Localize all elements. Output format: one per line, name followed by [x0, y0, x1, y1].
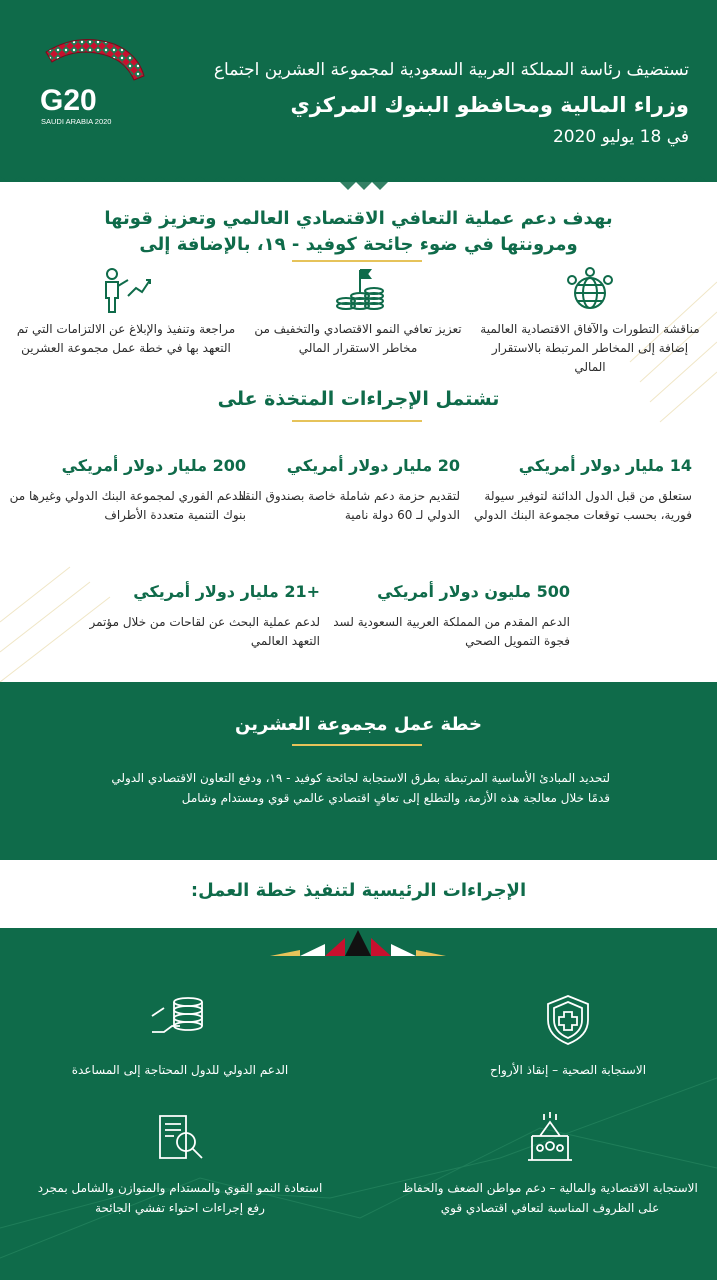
goal-item-outlook [480, 266, 700, 377]
key-actions-title: الإجراءات الرئيسية لتنفيذ خطة العمل: [190, 880, 527, 901]
measure-amount: 500 مليون دولار أمريكي [377, 582, 570, 601]
background-lines [0, 928, 717, 1280]
gold-divider [292, 420, 422, 422]
goal-text: مراجعة وتنفيذ والإبلاغ عن الالتزامات التي تم التعهد بها في خطة عمل مجموعة العشرين [16, 322, 236, 355]
document-magnifier-icon [150, 1110, 210, 1166]
plan-section [0, 682, 717, 860]
goals-title-line1: بهدف دعم عملية التعافي الاقتصادي العالمي وتعزيز قوتها [104, 208, 613, 229]
goal-text: تعزيز تعافي النمو الاقتصادي والتخفيف من مخاطر الاستقرار المالي [254, 322, 462, 355]
economy-building-icon [520, 1110, 580, 1166]
measure-amount: 20 مليار دولار أمريكي [286, 456, 460, 475]
action-text: الاستجابة الصحية – إنقاذ الأرواح [489, 1063, 647, 1077]
key-actions-title-section [0, 860, 717, 928]
action-text: استعادة النمو القوي والمستدام والمتوازن والشامل بمجرد رفع إجراءات احتواء تفشي الجائحة [37, 1181, 323, 1215]
g20-logo [38, 30, 158, 130]
action-economic-response [400, 1110, 700, 1218]
measure-text: ستعلق من قبل الدول الدائنة لتوفير سيولة فورية، بحسب توقعات مجموعة البنك الدولي [473, 489, 692, 522]
measure-text: لدعم عملية البحث عن لقاحات من خلال مؤتمر التعهد العالمي [89, 615, 320, 648]
header-meeting-title: وزراء المالية ومحافظو البنوك المركزي [290, 93, 689, 117]
measure-item-14b [452, 456, 692, 525]
header-date: في 18 يوليو 2020 [552, 127, 689, 147]
action-growth-restoration [30, 1110, 330, 1218]
measure-amount: 200 مليار دولار أمريكي [61, 456, 246, 475]
header-banner [0, 0, 717, 182]
key-actions-section [0, 928, 717, 1280]
goal-item-commitments [16, 266, 236, 358]
logo-g20-text: G20 [40, 84, 97, 117]
action-international-support [30, 992, 330, 1080]
goals-title-line2: ومرونتها في ضوء جائحة كوفيد - ١٩، بالإضافة إلى [139, 234, 578, 255]
measure-text: الدعم المقدم من المملكة العربية السعودية لسد فجوة التمويل الصحي [333, 615, 570, 648]
measure-item-21b [80, 582, 320, 651]
measures-title: تشتمل الإجراءات المتخذة على [217, 388, 500, 410]
triangle-motif [270, 928, 446, 960]
measure-text: للدعم الفوري لمجموعة البنك الدولي وغيرها من بنوك التنمية متعددة الأطراف [9, 489, 246, 522]
measure-item-200b [6, 456, 246, 525]
presenter-chart-icon [98, 266, 154, 316]
plan-body: لتحديد المبادئ الأساسية المرتبطة بطرق الاستجابة لجائحة كوفيد - ١٩، ودفع التعاون الاقتصادي الدولي قدمًا خلال معالجة هذه الأزمة، والتطلع إلى تعافٍ اقتصادي عالمي قوي ومستدام وشامل [111, 771, 610, 805]
gold-divider [292, 744, 422, 746]
gold-divider [292, 260, 422, 262]
action-health-response [418, 992, 717, 1080]
goals-section [0, 182, 717, 682]
health-shield-icon [538, 992, 598, 1048]
logo-subtext: SAUDI ARABIA 2020 [41, 117, 112, 126]
coin-stacks-flag-icon [330, 266, 386, 316]
coins-support-icon [150, 992, 210, 1048]
action-text: الدعم الدولي للدول المحتاجة إلى المساعدة [71, 1063, 289, 1077]
header-host-line: تستضيف رئاسة المملكة العربية السعودية لمجموعة العشرين اجتماع [213, 60, 689, 80]
action-text: الاستجابة الاقتصادية والمالية – دعم مواطن الضعف والحفاظ على الظروف المناسبة لتعافي اقتصادي قوي [402, 1181, 698, 1215]
plan-title: خطة عمل مجموعة العشرين [235, 714, 482, 735]
measure-amount: 14 مليار دولار أمريكي [518, 456, 692, 475]
measure-text: لتقديم حزمة دعم شاملة خاصة بصندوق النقد الدولي لـ 60 دولة نامية [238, 489, 460, 522]
goal-text: مناقشة التطورات والآفاق الاقتصادية العالمية إضافة إلى المخاطر المرتبطة بالاستقرار المالي [480, 322, 700, 374]
measure-item-500m [330, 582, 570, 651]
globe-people-icon [562, 266, 618, 316]
measure-amount: +21 مليار دولار أمريكي [133, 582, 320, 601]
goal-item-recovery [248, 266, 468, 358]
measure-item-20b [220, 456, 460, 525]
